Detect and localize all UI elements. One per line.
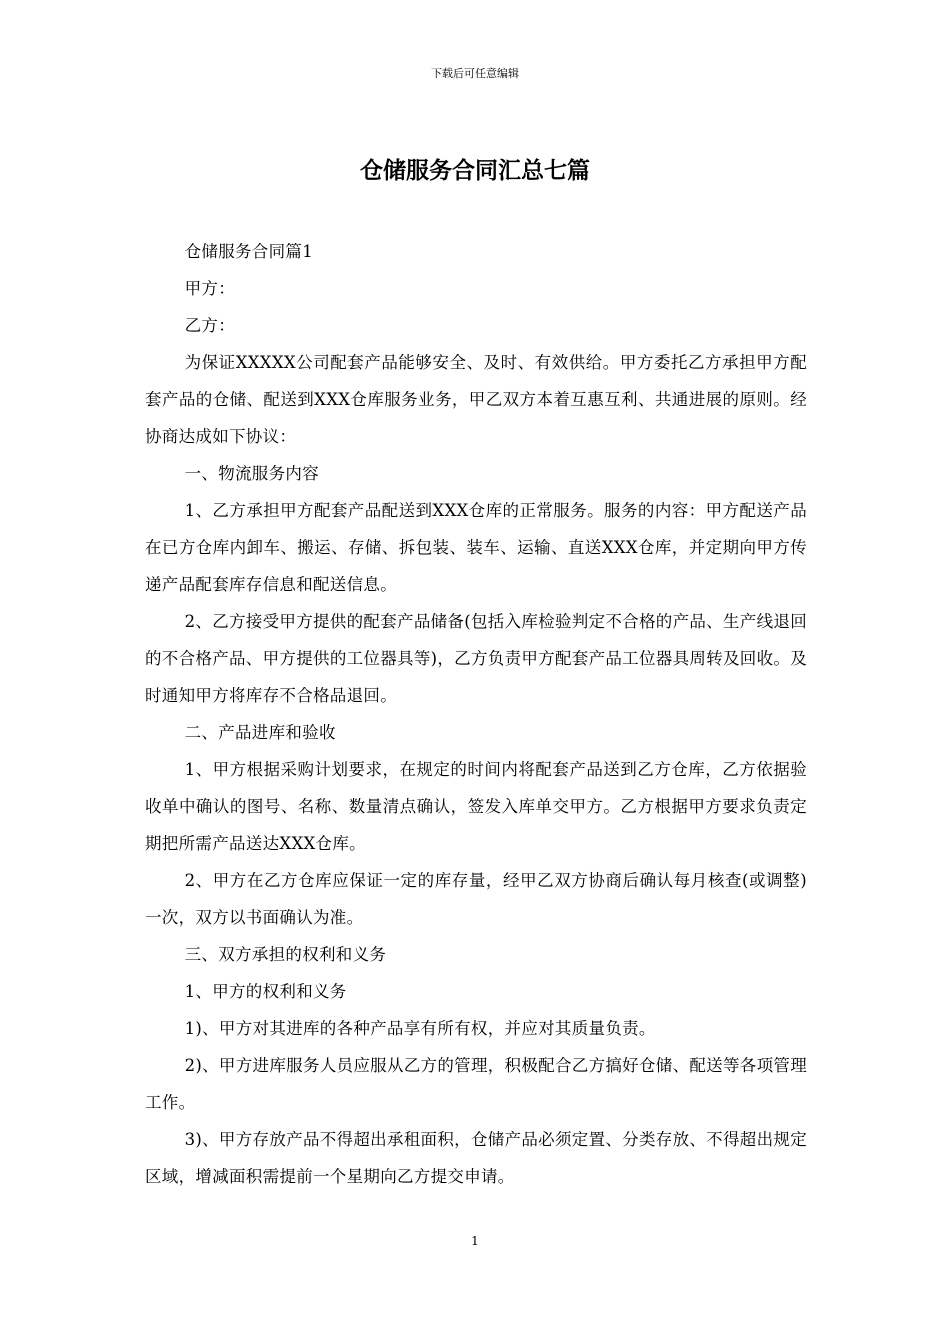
sub-clause-heading: 1、甲方的权利和义务: [184, 982, 347, 1001]
document-body: [145, 233, 807, 1195]
section-heading: 仓储服务合同篇1: [184, 242, 313, 261]
clause-paragraph: 3)、甲方存放产品不得超出承租面积，仓储产品必须定置、分类存放、不得超出规定区域，增减面积需提前一个星期向乙方提交申请。: [145, 1130, 807, 1186]
clause-paragraph: 1、乙方承担甲方配套产品配送到XXX仓库的正常服务。服务的内容：甲方配送产品在已方仓库内卸车、搬运、存储、拆包装、装车、运输、直送XXX仓库，并定期向甲方传递产品配套库存信息和配送信息。: [145, 501, 807, 594]
document-title: 仓储服务合同汇总七篇: [360, 157, 590, 184]
clause-heading-2: 二、产品进库和验收: [184, 723, 336, 742]
clause-heading-3: 三、双方承担的权利和义务: [184, 945, 387, 964]
clause-paragraph: 2)、甲方进库服务人员应服从乙方的管理，积极配合乙方搞好仓储、配送等各项管理工作。: [145, 1056, 807, 1112]
page-number: 1: [471, 1234, 479, 1248]
preamble-paragraph: 为保证XXXXX公司配套产品能够安全、及时、有效供给。甲方委托乙方承担甲方配套产品的仓储、配送到XXX仓库服务业务，甲乙双方本着互惠互利、共通进展的原则。经协商达成如下协议：: [145, 353, 807, 446]
party-b-label: 乙方：: [184, 316, 235, 335]
party-a-label: 甲方：: [184, 279, 235, 298]
clause-paragraph: 2、乙方接受甲方提供的配套产品储备(包括入库检验判定不合格的产品、生产线退回的不合格产品、甲方提供的工位器具等)，乙方负责甲方配套产品工位器具周转及回收。及时通知甲方将库存不合格品退回。: [145, 612, 807, 705]
clause-heading-1: 一、物流服务内容: [184, 464, 319, 483]
clause-paragraph: 2、甲方在乙方仓库应保证一定的库存量，经甲乙双方协商后确认每月核查(或调整)一次，双方以书面确认为准。: [145, 871, 807, 927]
clause-paragraph: 1、甲方根据采购计划要求，在规定的时间内将配套产品送到乙方仓库，乙方依据验收单中确认的图号、名称、数量清点确认，签发入库单交甲方。乙方根据甲方要求负责定期把所需产品送达XXX仓库。: [145, 760, 807, 853]
clause-paragraph: 1)、甲方对其进库的各种产品享有所有权，并应对其质量负责。: [184, 1019, 656, 1038]
page-header-note: 下载后可任意编辑: [431, 67, 519, 80]
